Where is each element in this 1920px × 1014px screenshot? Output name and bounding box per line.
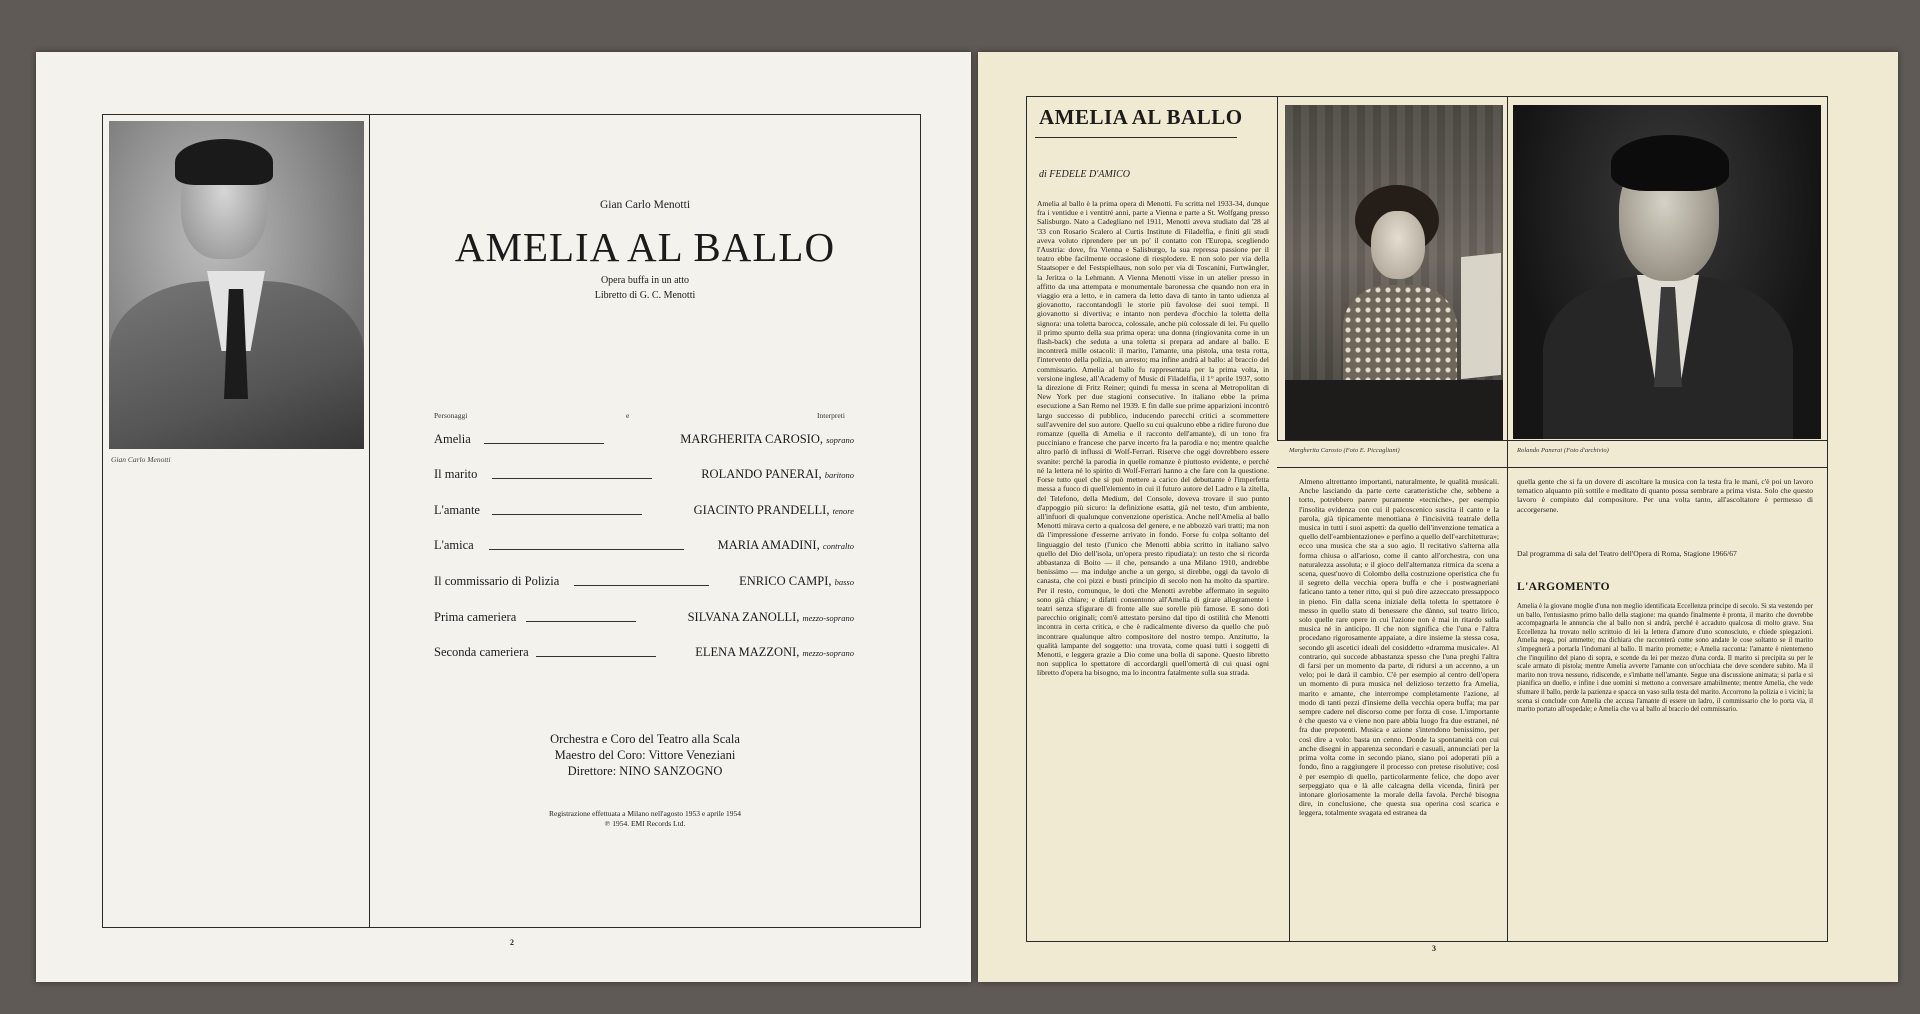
- page-number-left: 2: [510, 938, 514, 947]
- dotted-leader: [492, 514, 642, 515]
- voice-type: soprano: [826, 435, 854, 445]
- article-column-2: Almeno altrettanto importanti, naturalmente, le qualità musicali. Anche lasciando da parte certe caratteristiche che, sebbene a torto, potrebbero parere puramente «tecniche», per esempio l'insolita evidenza con cui il palcoscenico suscita il canto e la parola, già tipicamente menottiana è l'incisività teatrale della musica in tutti i suoi aspetti: da quello dell'invenzione tematica a quello dell'«ambientazione» e perfino a quello dell'«architettura»; ecco una musica che sta a suo agio. Il recitativo s'alterna alla forma chiusa o all'arioso, come il canto all'orchestra, con una naturalezza assoluta; e il gioco dell'alternanza ritmica da scena a scena, quest'uovo di Colombo della costruzione operistica che fu il segreto della vecchia opera buffa e che i postwagneriani faticano tanto a tener ritto, qui si può dire azzeccato pressappoco in pieno. Fin dalla scena iniziale della toletta lo spettatore è messo in quello stato di benessere che dànno, sul teatro lirico, solo quelle rare opere in cui l'azione non è mai in ritardo sulla musica né in anticipo. Il che non significa che l'una e l'altra procedano rigorosamente appaiate, a dire insieme la stessa cosa, secondo gli ascetici ideali del cosiddetto «dramma musicale». Al contrario, qui succede abbastanza spesso che l'una preghi l'altra di farsi per un momento da parte, di ridursi a un accenno, a un velo; poi le darà il cambio. C'è per esempio al centro dell'opera un momento di pura musica nel delizioso terzetto fra Amelia, marito e amante, che interrompe completamente l'azione, al modo di tanti pezzi d'insieme della vecchia opera buffa; ma par sempre cadere nel discorso come per forza di cose. L'importante è che questo va e viene non pare abbia luogo fra due estranei, né fra due prepotenti. Musica e azione s'intendono benissimo, per così dire a volo: basta un cenno. Donde la spontaneità con cui anche disegni in apparenza secondari e casuali, annunciati per la prima volta come in secondo piano, siano poi adoperati più a fondo, fino a raggiungere il processo con pretese risolutive; così è per esempio di quello, particolarmente felice, che dopo aver serpeggiato qua e là alle calcagna della vicenda, finirà per intonare gloriosamente la morale della favola. Perché bisogna dire, in conclusione, che questa sua operina così scarica e leggera, totalmente svagata ed estranea da: [1299, 477, 1499, 818]
- voice-type: basso: [834, 577, 854, 587]
- right-page: [978, 52, 1898, 982]
- dotted-leader: [536, 656, 656, 657]
- cast-singer: [701, 467, 854, 482]
- portrait-caption: Gian Carlo Menotti: [111, 455, 171, 464]
- cast-role: Il commissario di Polizia: [434, 574, 560, 588]
- singer-name: ELENA MAZZONI,: [695, 645, 800, 659]
- dotted-leader: [492, 478, 652, 479]
- cast-row: [434, 573, 854, 591]
- cast-role: Amelia: [434, 432, 471, 446]
- left-page-frame: [102, 114, 921, 928]
- panerai-photo: [1513, 105, 1821, 439]
- cast-singer: [694, 503, 854, 518]
- singer-name: MARIA AMADINI,: [717, 538, 820, 552]
- article-column-1: Amelia al ballo è la prima opera di Menotti. Fu scritta nel 1933-34, dunque fra i ventidue e i ventitré anni, parte a Vienna e parte a St. Wolfgang presso Salisburgo. Nato a Cadegliano nel 1911, Menotti aveva studiato dal '28 al '33 con Rosario Scalero al Curtis Institute di Filadelfia, e finiti gli studi aveva voluto riprendere per un po' il contatto con l'Europa, scegliendo l'Austria: dove, fra Vienna e Salisburgo, la sua repressa passione per il teatro ebbe facilmente occasione di riesplodere. E non solo per via della Staatsoper e del Festspielhaus, non solo per via di Toscanini, Furtwängler, la Jeritza o la Lehmann. A Vienna Menotti visse in un atelier presso in affitto da una attempata e monumentale baronessa che quando non era in viaggio era a letto, e in camera da letto dava di tanto in tanto udienza al giovanotto, raccontandogli le storie più favolose dei suoi tempi. Il giovanotto si divertiva; e intanto non perdeva d'occhio la toletta della signora: una toletta barocca, colossale, anche più colossale di lei. Fu quello il primo spunto della sua prima opera: una donna (ringiovanita come in un flash-back) che seduta a una toletta si prepara ad andare al ballo. E incontrerà mille ostacoli: il marito, l'amante, una pistola, una testa rotta, l'intervento della polizia, un arresto; ma infine andrà al ballo: al braccio del commissario. Amelia al ballo fu rappresentata per la prima volta, in versione inglese, all'Academy of Music di Filadelfia, il 1° aprile 1937, sotto la direzione di Fritz Reiner; quindi fu messa in scena al Metropolitan di New York per due stagioni consecutive. In italiano ebbe la prima esecuzione a San Remo nel 1939. E fin dalle sue prime apparizioni incontrò largo successo di pubblico, inducendo parecchi critici a scommettere sull'avvenire del suo autore. Quello su cui qualcuno ebbe a ridire furono due romanze (quella di Amelia e il racconto dell'amante), di un tono fra pucciniano e francese che parve incerto fra la parodia e no; mentre qualche altro parlò di influssi di Wolf-Ferrari. Riserve che oggi dovrebbero essere svanite: perché la parodia in quelle romanze è piuttosto evidente, e perché né la lettera né lo spirito di Wolf-Ferrari hanno a che fare con la questione. Forse tutto quel che si può mettere a carico del debuttante è l'imperfetta messa a fuoco di quell'elemento in cui il futuro autore del Ladro e la zitella, del Telefono, della Medium, del Console, doveva trovare il suo punto d'appoggio più sicuro: la definizione esatta, già nel testo, d'un ambiente, all'infuori di qualunque convenzione operistica. Anche nell'Amelia al ballo Menotti mirava certo a qualcosa del genere, e ne abbozzò vari tratti; ma non dà l'impressione d'esserne arrivato in fondo. Forse fu colpa soltanto del linguaggio del testo (l'unico che Menotti abbia scritto in italiano salvo quello del Dio dell'isola, un'opera presto ripudiata): un testo che si ricorda abbastanza di Boito — il che, pensando a una Milano 1910, andrebbe benissimo — ma indulge anche a un gergo, si direbbe, oggi da tavolo di canasta, che coi pizzi e busti principio di secolo non ha molto da spartire. Per il resto, comunque, le doti che Menotti avrebbe affermato in seguito sono già chiare; e difatti consentono all'Amelia di girare allegramente i teatri senza sfigurare di fronte alle sue sorelle più famose. E sono doti parecchio originali; com'è attestato persino dal tipo di ostilità che Menotti incontra in certa critica, e che è radicalmente diverso da quello che può incontrare qualunque altro compositore del nostro tempo. Anzitutto, la qualità lampante del soggetto: una trovata, come quasi tutti i soggetti di Menotti, e leggera grazie a Dio come una bolla di sapone. Questo libretto non supplica lo spettatore di accordargli quell'omertà di cui quasi ogni libretto d'opera ha bisogno, ma lo incontra fatalmente sulla sua strada.: [1037, 199, 1269, 678]
- cast-singer: [695, 645, 854, 660]
- cast-singer: [739, 574, 854, 589]
- opera-title: AMELIA AL BALLO: [454, 224, 836, 270]
- cast-role: Seconda cameriera: [434, 645, 529, 659]
- chorus-master-credit: Maestro del Coro: Vittore Veneziani: [554, 748, 736, 762]
- page-number-right: 3: [1432, 944, 1436, 953]
- article-column-3: quella gente che si fa un dovere di ascoltare la musica con la testa fra le mani, c'è poi un lavoro tematico alquanto più sottile e meditato di quanto possa sembrare a prima vista. Solo che questo lavoro è compiuto dal compositore. Per una volta tanto, all'ascoltatore è permesso di accorgersene.: [1517, 477, 1813, 514]
- caption-rule: [1277, 467, 1827, 468]
- singer-name: SILVANA ZANOLLI,: [687, 610, 800, 624]
- voice-type: contralto: [822, 541, 854, 551]
- and-header: e: [626, 411, 630, 420]
- cast-singer: [718, 538, 854, 553]
- cast-row: [434, 537, 854, 555]
- voice-type: tenore: [832, 506, 854, 516]
- voice-type: mezzo-soprano: [802, 613, 854, 623]
- recording-note: [370, 809, 920, 829]
- cast-role: Il marito: [434, 467, 478, 481]
- article-title: AMELIA AL BALLO: [1039, 105, 1243, 129]
- performance-credits: [370, 731, 920, 779]
- argument-text: Amelia è la giovane moglie d'una non meglio identificata Eccellenza principe di secolo. Si sta vestendo per un ballo, l'entusiasmo primo ballo della stagione: ma quando finalmente è pronta, il marito che dovrebbe accompagnarla le annuncia che al ballo non si andrà, perché è accaduto qualcosa di molto grave. Sua Eccellenza ha trovato nello scrittoio di lei la lettera d'amore d'uno sconosciuto, e chiede spiegazioni. Amelia nega, poi ammette; ma dichiara che racconterà come sono andate le cose soltanto se il marito s'impegnerà a portarla l'indomani al ballo. Il marito promette; e Amelia racconta: l'amante è nientemeno che l'inquilino del piano di sopra, e scende da lei per mezzo d'una corda. Il marito si precipita su per le scale armato di pistola; mentre Amelia avverte l'amante con un'occhiata che deve scendere subito. Ma il marito non trova nessuno, ridiscende, e s'imbatte nell'amante. Segue una discussione animata; si parla e si pianifica un duello, e infine i due uomini si mettono a conversare amabilmente; mentre Amelia, che vede sfumare il ballo, perde la pazienza e spacca un vaso sulla testa del marito. Accorrono la polizia e i vicini; la scena si conclude con Amelia che accusa l'amante di essere un ladro, il commissario che lo porta via, il marito portato all'ospedale; e Amelia che va al ballo al braccio del commissario.: [1517, 603, 1813, 714]
- cast-role: L'amante: [434, 503, 480, 517]
- cast-role: Prima cameriera: [434, 610, 517, 624]
- photo-rule: [1507, 440, 1827, 441]
- panerai-caption: Rolando Panerai (Foto d'archivio): [1517, 447, 1609, 454]
- cast-singer: [680, 432, 854, 447]
- singer-name: MARGHERITA CAROSIO,: [680, 432, 823, 446]
- dotted-leader: [574, 585, 709, 586]
- column-divider: [1289, 497, 1290, 941]
- singer-name: ROLANDO PANERAI,: [701, 467, 822, 481]
- cast-row: [434, 431, 854, 449]
- performers-header: Interpreti: [817, 411, 845, 420]
- cast-row: [434, 609, 854, 627]
- column-divider: [1277, 97, 1278, 441]
- menotti-portrait: [109, 121, 364, 449]
- right-page-frame: [1026, 96, 1828, 942]
- singer-name: GIACINTO PRANDELLI,: [693, 503, 830, 517]
- copyright-line: ℗ 1954. EMI Records Ltd.: [604, 819, 686, 828]
- voice-type: baritono: [824, 470, 854, 480]
- left-page: [36, 52, 971, 982]
- singer-name: ENRICO CAMPI,: [739, 574, 832, 588]
- opera-subtitle: Opera buffa in un atto: [600, 275, 690, 286]
- orchestra-credit: Orchestra e Coro del Teatro alla Scala: [550, 732, 740, 746]
- cast-row: [434, 644, 854, 662]
- cast-singer: [688, 610, 854, 625]
- dotted-leader: [484, 443, 604, 444]
- title-and-cast-area: [370, 115, 920, 927]
- characters-header: Personaggi: [434, 411, 468, 420]
- dotted-leader: [526, 621, 636, 622]
- conductor-credit: Direttore: NINO SANZOGNO: [567, 764, 723, 778]
- carosio-caption: Margherita Carosio (Foto E. Piccagliani): [1289, 447, 1400, 454]
- article-author: di FEDELE D'AMICO: [1039, 169, 1131, 180]
- voice-type: mezzo-soprano: [802, 648, 854, 658]
- composer-name: Gian Carlo Menotti: [599, 199, 691, 211]
- cast-row: [434, 502, 854, 520]
- source-note: Dal programma di sala del Teatro dell'Opera di Roma, Stagione 1966/67: [1517, 549, 1737, 558]
- argument-heading: L'ARGOMENTO: [1517, 581, 1611, 593]
- photo-rule: [1277, 440, 1507, 441]
- recording-date: Registrazione effettuata a Milano nell'agosto 1953 e aprile 1954: [549, 809, 741, 818]
- cast-row: [434, 466, 854, 484]
- cast-role: L'amica: [434, 538, 474, 552]
- column-divider: [1507, 97, 1508, 941]
- dotted-leader: [489, 549, 684, 550]
- carosio-photo: [1285, 105, 1503, 441]
- title-rule: [1035, 137, 1237, 138]
- libretto-credit: Libretto di G. C. Menotti: [594, 290, 696, 301]
